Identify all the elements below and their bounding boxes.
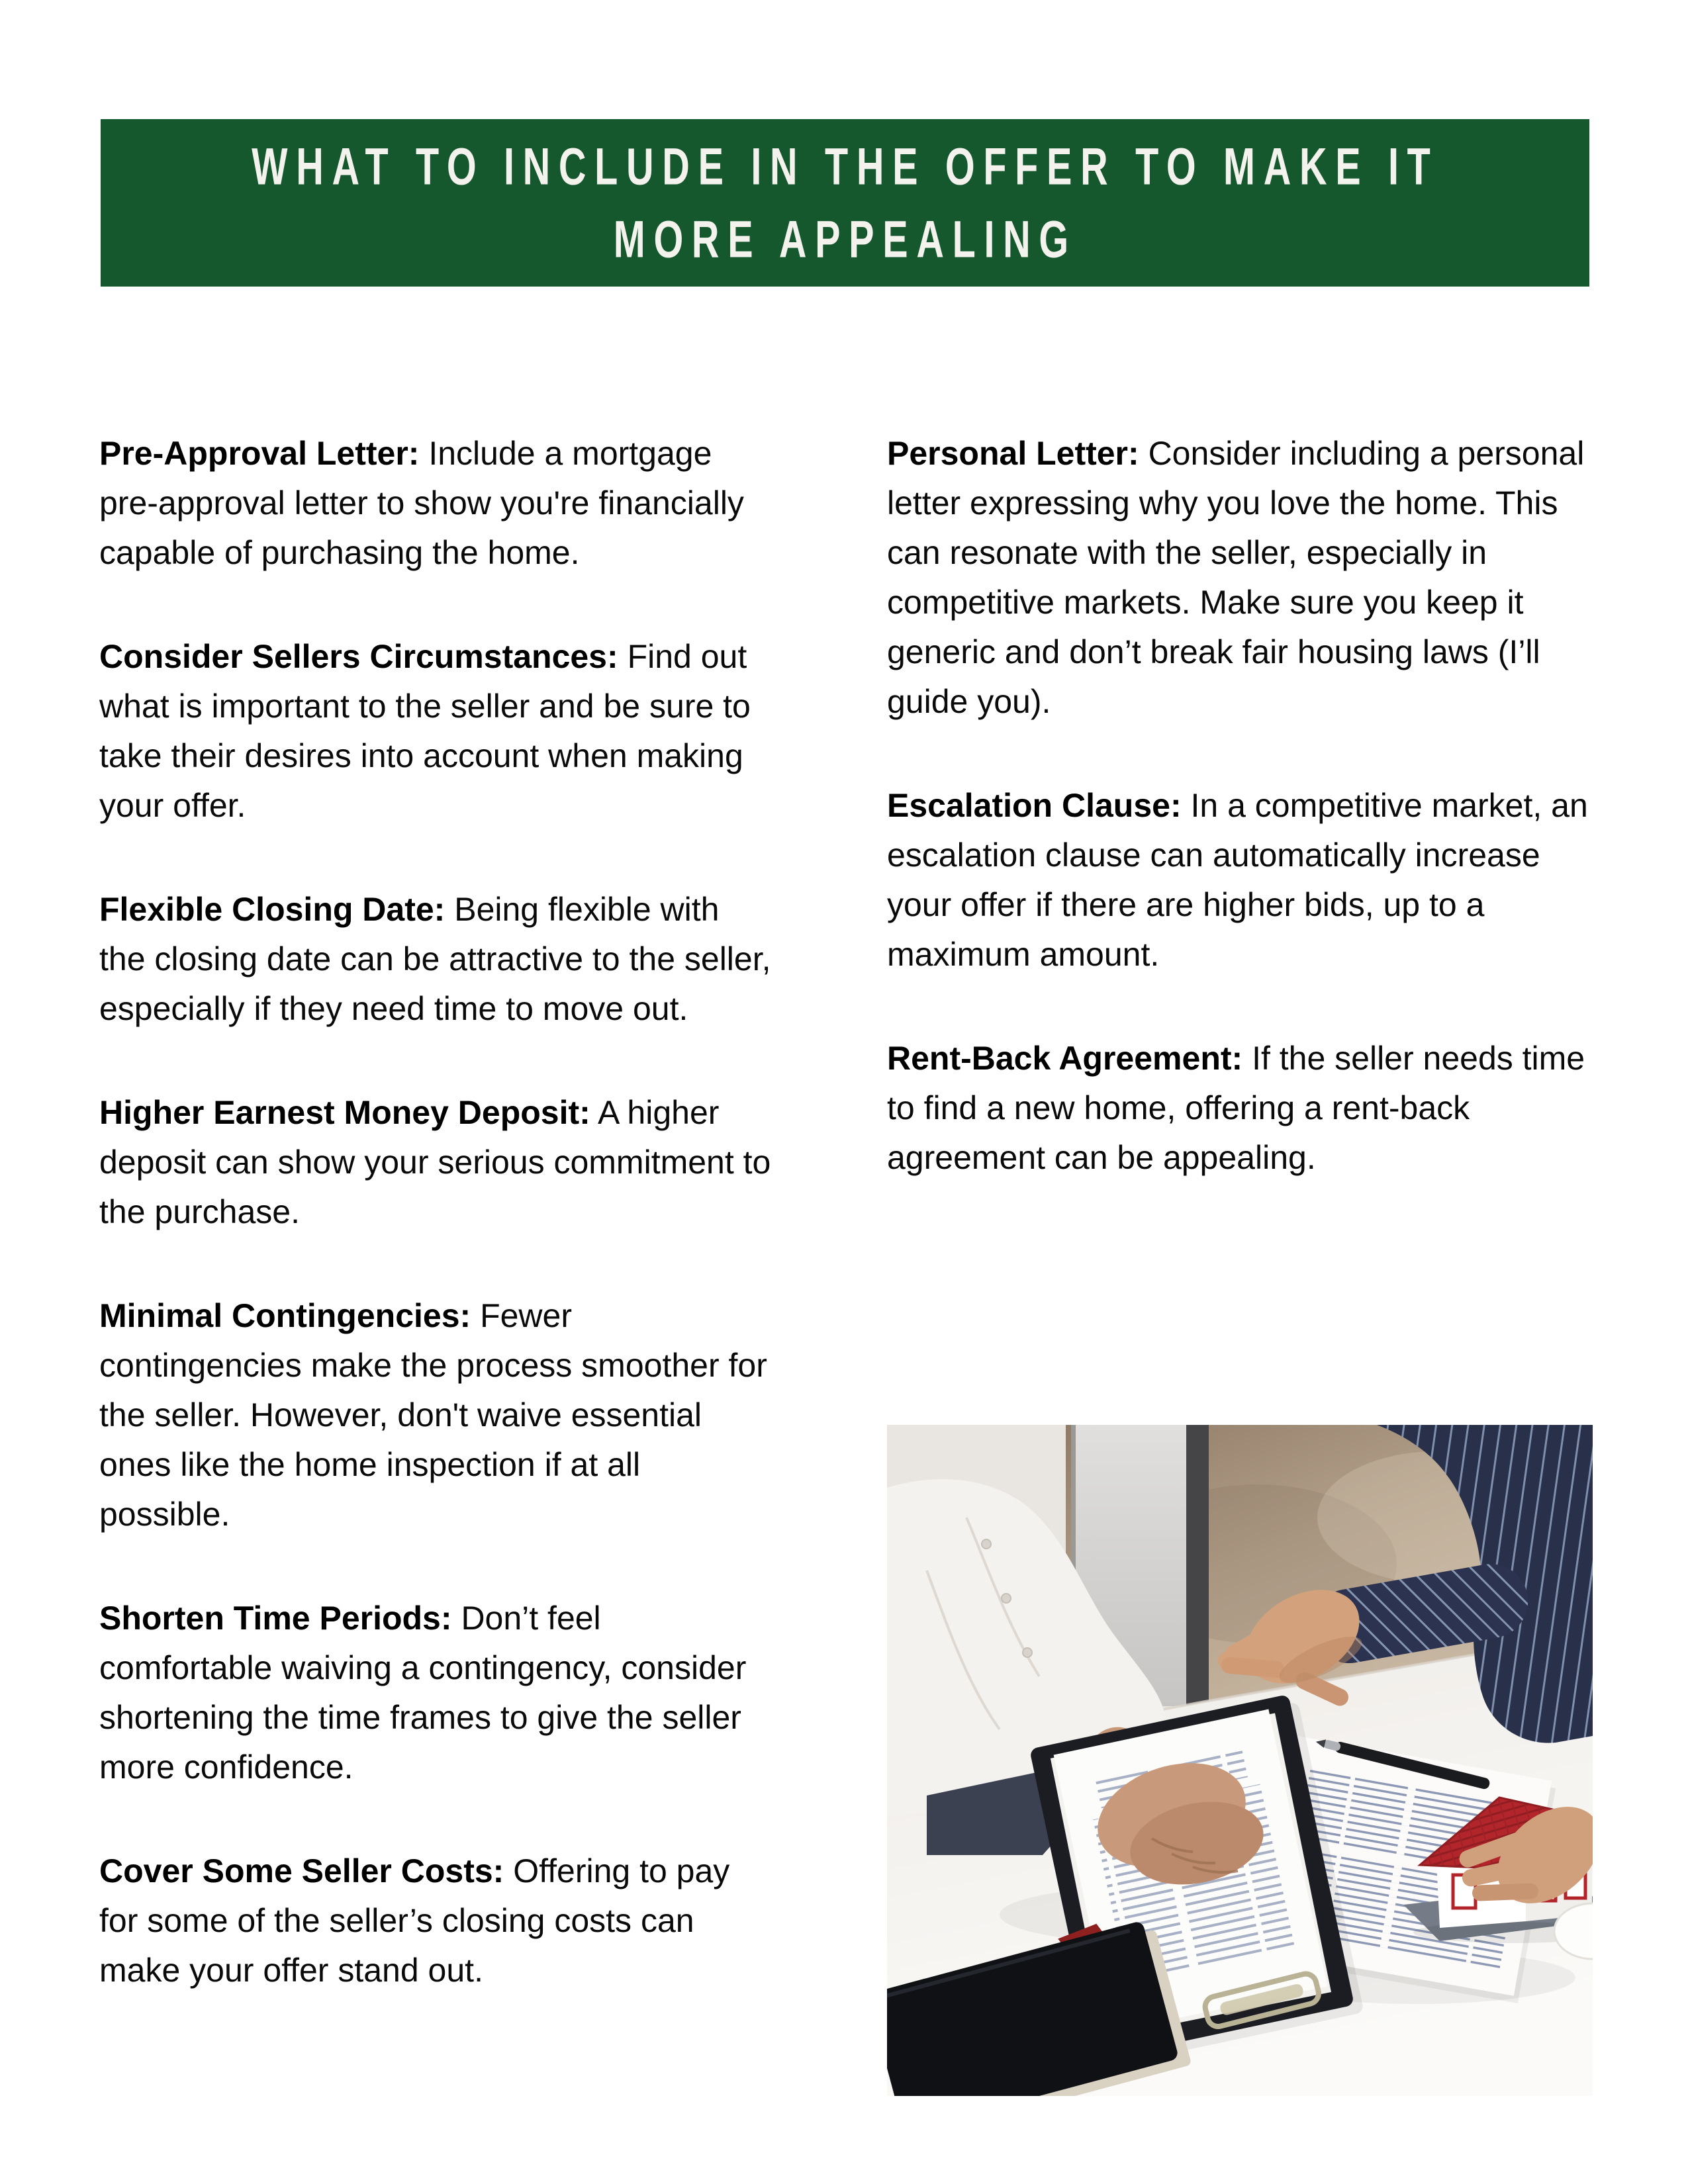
meeting-photo-graphic [887, 1425, 1593, 2096]
tip-label: Personal Letter: [887, 435, 1139, 472]
tip-text: Offering to pay for some of the seller’s closing costs can make your offer stand out. [99, 1852, 730, 1989]
tip-text: Don’t feel comfortable waiving a contingency, consider shortening the time frames to give the seller more confidence. [99, 1600, 747, 1786]
tip-rent-back-agreement [887, 1034, 1599, 1183]
tip-personal-letter [887, 429, 1599, 727]
header-banner [101, 119, 1589, 287]
tip-text: Find out what is important to the seller and be sure to take their desires into account when making your offer. [99, 638, 751, 824]
title-line-2: MORE APPEALING [613, 210, 1077, 269]
tip-label: Higher Earnest Money Deposit: [99, 1094, 590, 1131]
tip-shorten-time-periods [99, 1594, 771, 1792]
right-column [887, 429, 1599, 1237]
shirt-button [1002, 1594, 1011, 1603]
door-frame-bar [1186, 1425, 1209, 1708]
finger [1472, 1883, 1539, 1901]
tip-text: A higher deposit can show your serious commitment to the purchase. [99, 1094, 771, 1230]
tip-text: If the seller needs time to find a new home, offering a rent-back agreement can be appealing. [887, 1040, 1585, 1176]
tip-text: Include a mortgage pre-approval letter to show you're financially capable of purchasing the home. [99, 435, 744, 571]
tip-label: Pre-Approval Letter: [99, 435, 420, 472]
tip-consider-sellers-circumstances [99, 632, 771, 831]
title-line-1: WHAT TO INCLUDE IN THE OFFER TO MAKE IT [251, 137, 1439, 196]
tip-text: Consider including a personal letter expressing why you love the home. This can resonate with the seller, especially in competitive markets. Make sure you keep it generic and don’t break fair housing laws (I’ll guide you). [887, 435, 1585, 720]
tip-pre-approval-letter [99, 429, 771, 578]
tip-label: Shorten Time Periods: [99, 1600, 452, 1637]
page-title [252, 130, 1438, 276]
left-column [99, 429, 771, 2050]
meeting-photo [887, 1425, 1593, 2096]
shirt-button [1023, 1648, 1032, 1657]
tip-text: In a competitive market, an escalation clause can automatically increase your offer if there are higher bids, up to a maximum amount. [887, 787, 1588, 973]
tip-text: Fewer contingencies make the process smoother for the seller. However, don't waive essential ones like the home inspection if at all possible. [99, 1297, 767, 1533]
shirt-button [982, 1539, 991, 1549]
tip-higher-earnest-money-deposit [99, 1088, 771, 1237]
tip-flexible-closing-date [99, 885, 771, 1034]
tip-label: Rent-Back Agreement: [887, 1040, 1243, 1077]
tip-cover-some-seller-costs [99, 1846, 771, 1995]
tip-label: Consider Sellers Circumstances: [99, 638, 618, 675]
tip-minimal-contingencies [99, 1291, 771, 1539]
tip-escalation-clause [887, 781, 1599, 979]
tip-label: Minimal Contingencies: [99, 1297, 471, 1334]
tip-label: Flexible Closing Date: [99, 891, 445, 928]
tip-label: Cover Some Seller Costs: [99, 1852, 504, 1889]
tip-label: Escalation Clause: [887, 787, 1182, 824]
tip-text: Being flexible with the closing date can be attractive to the seller, especially if they need time to move out. [99, 891, 771, 1027]
